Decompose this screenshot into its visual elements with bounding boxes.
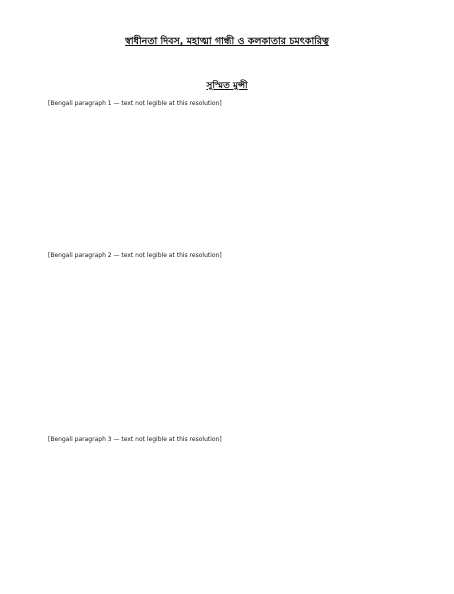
paragraph-1: [Bengali paragraph 1 — text not legible at this resolution]: [48, 100, 222, 107]
paragraph-3: [Bengali paragraph 3 — text not legible at this resolution]: [48, 436, 222, 443]
paragraph-2: [Bengali paragraph 2 — text not legible at this resolution]: [48, 252, 222, 259]
document-title: স্বাধীনতা দিবস, মহাত্মা গান্ধী ও কলকাতার চমৎকারিত্ব: [125, 36, 329, 47]
author-name: সুস্মিত মুন্সী: [206, 81, 248, 91]
